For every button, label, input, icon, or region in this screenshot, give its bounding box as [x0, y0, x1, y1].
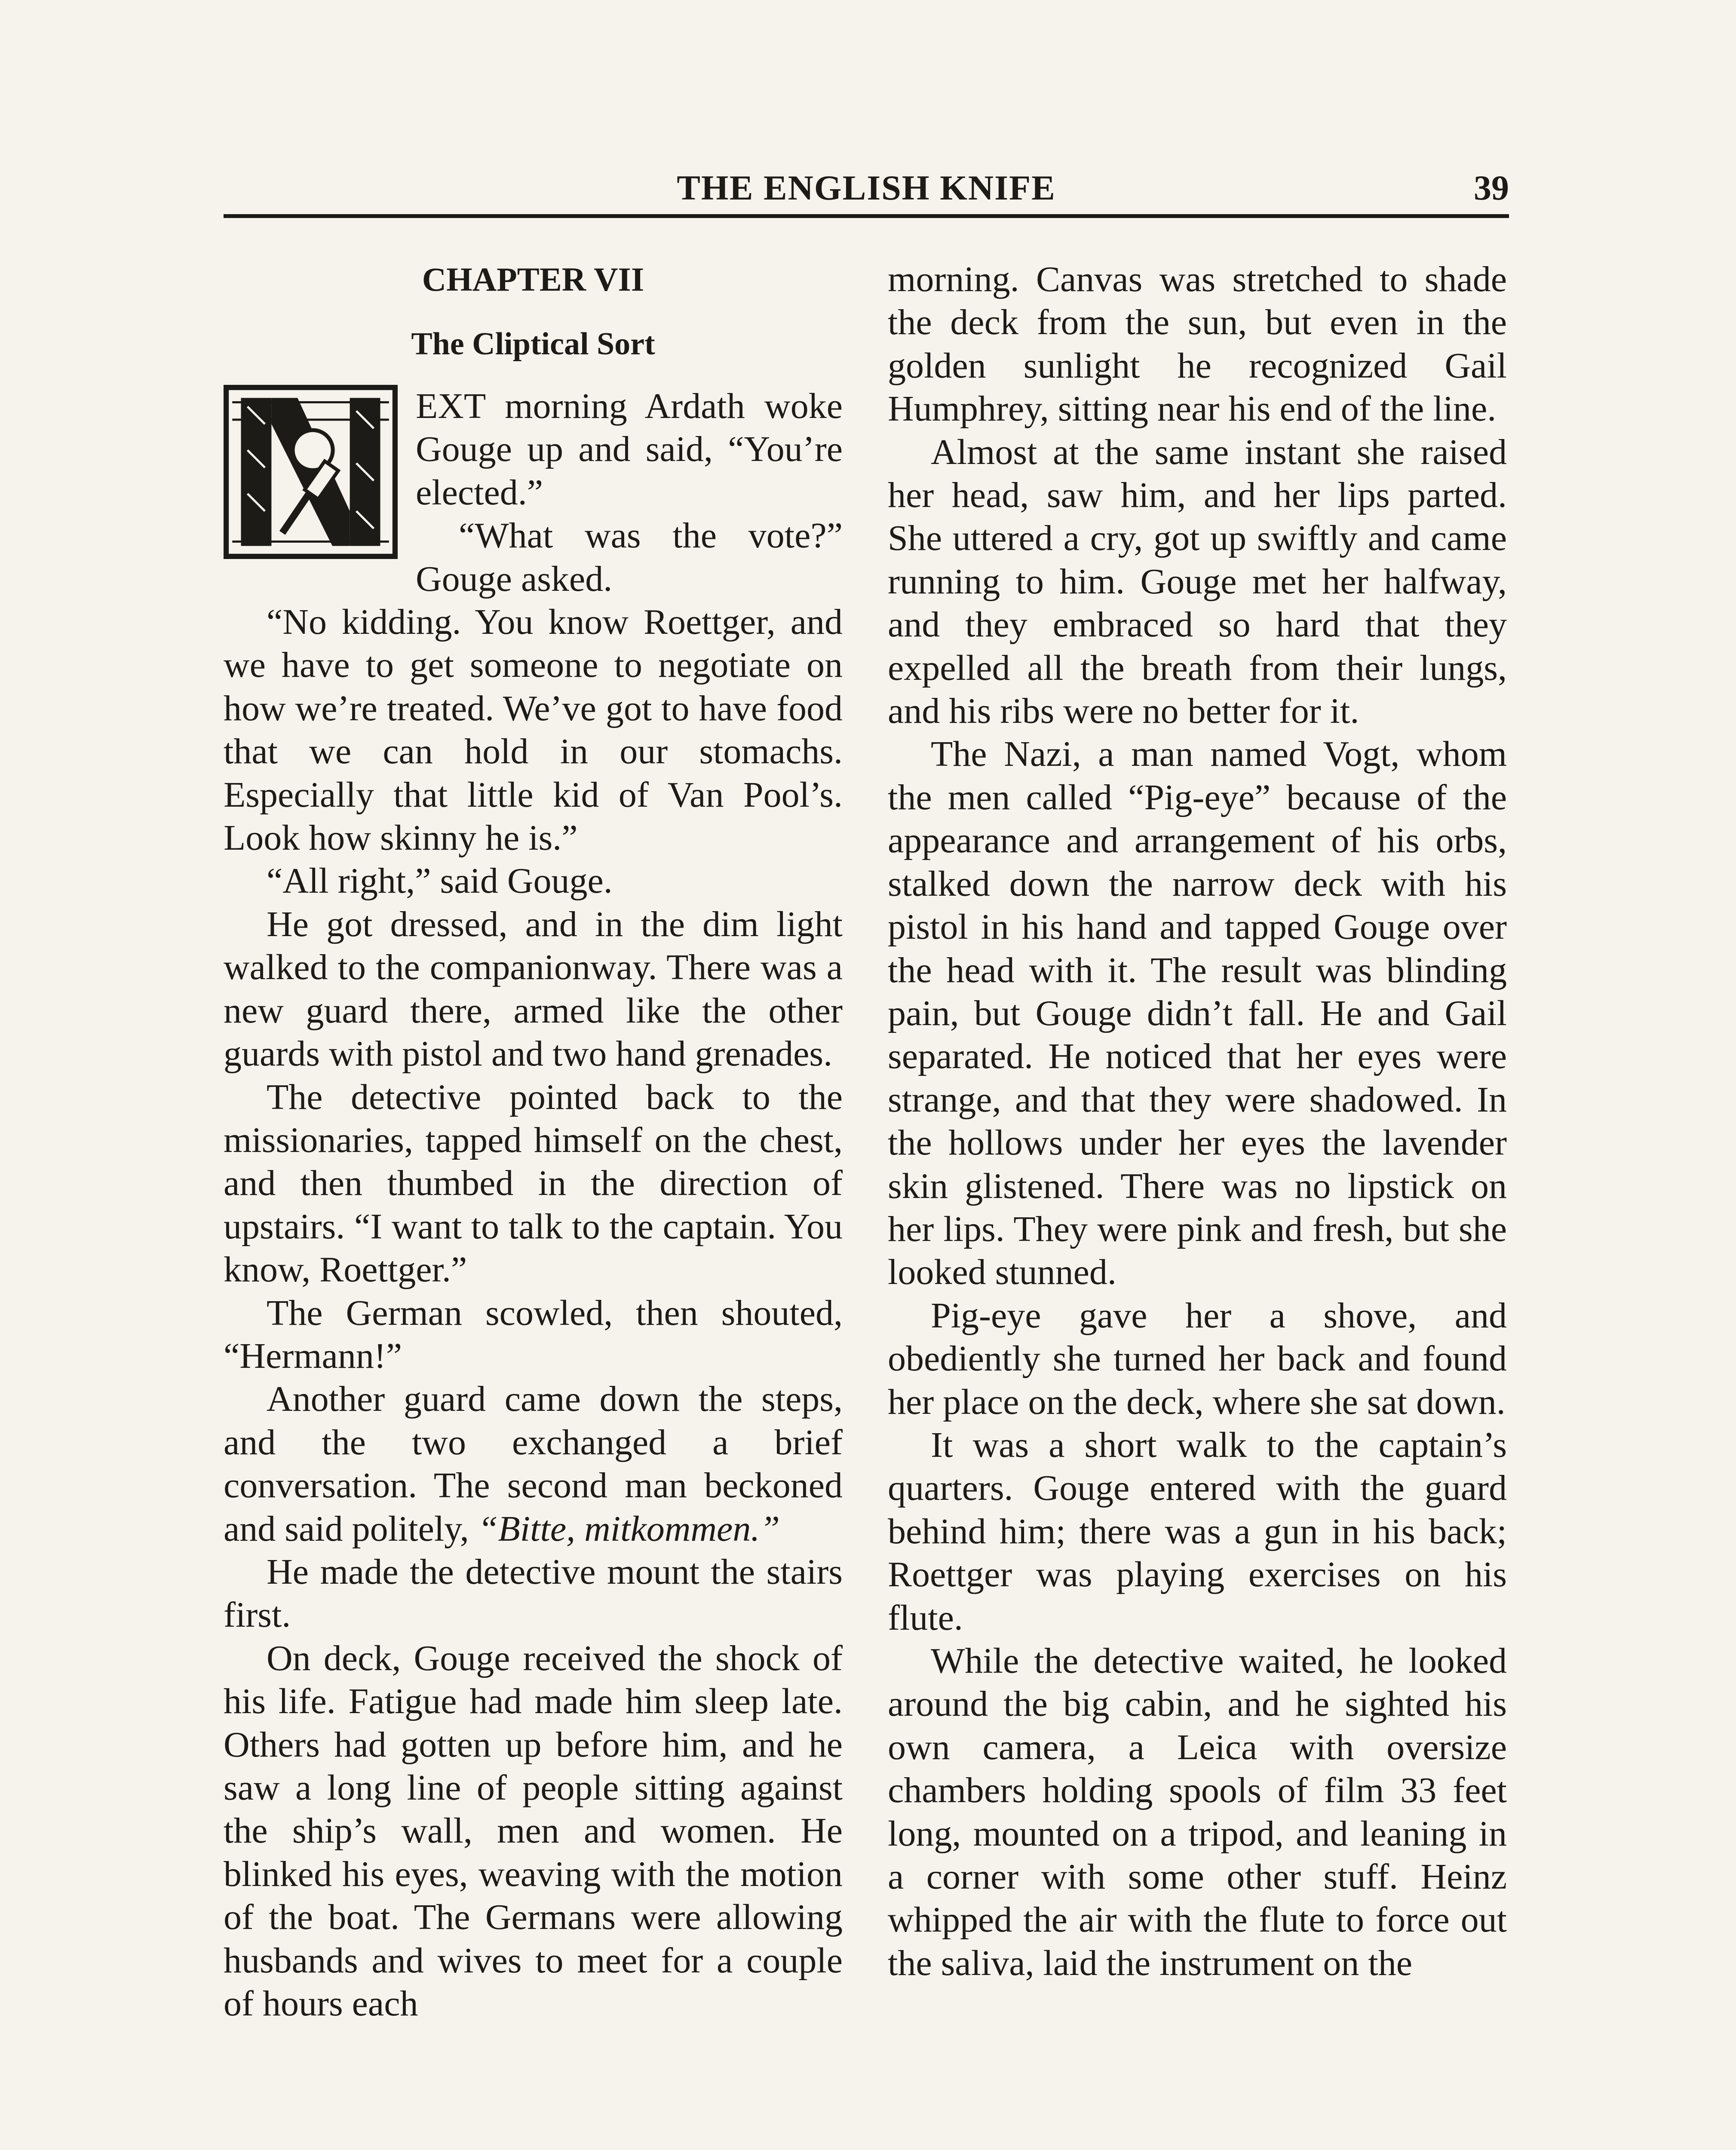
paragraph: morning. Canvas was stretched to shade the deck from the sun, but even in the golden sunlight he recognized Gail Humphrey, sitting near his end of the line. — [888, 259, 1507, 429]
paragraph: The Nazi, a man named Vogt, whom the men called “Pig-eye” because of the appearance and arrangement of his orbs, stalked down the narrow deck with his pistol in his hand and tapped Gouge over the head with it. The result was blinding pain, but Gouge didn’t fall. He and Gail separated. He noticed that her eyes were strange, and that they were shadowed. In the hollows under her eyes the lavender skin glistened. There was no lipstick on her lips. They were pink and fresh, but she looked stunned. — [888, 734, 1507, 1293]
running-header — [224, 163, 1509, 215]
left-column — [224, 258, 843, 2025]
paragraph: It was a short walk to the captain’s quarters. Gouge entered with the guard behind him; there was a gun in his back; Roettger was playing exercises on his flute. — [888, 1425, 1507, 1638]
paragraph: “No kidding. You know Roettger, and we have to get someone to negotiate on how we’re treated. We’ve got to have food that we can hold in our stomachs. Especially that little kid of Van Pool’s. Look how skinny he is.” — [224, 602, 843, 858]
header-rule — [224, 214, 1509, 218]
paragraph — [224, 1378, 843, 1551]
paragraph-text: Another guard came down the steps, and the two exchanged a brief conversation. The second man beckoned and said politely, — [224, 1379, 843, 1549]
chapter-subtitle: The Cliptical Sort — [411, 326, 655, 362]
paragraph: Almost at the same instant she raised her head, saw him, and her lips parted. She uttered a cry, got up swiftly and came running to him. Gouge met her halfway, and they embraced so hard that they expelled all the breath from their lungs, and his ribs were no better for it. — [888, 432, 1507, 731]
german-phrase: “Bitte, mitkommen.” — [478, 1508, 780, 1549]
running-title: THE ENGLISH KNIFE — [677, 168, 1056, 207]
paragraph: Pig-eye gave her a shove, and obediently she turned her back and found her place on the deck, where she sat down. — [888, 1295, 1507, 1422]
paragraph: He made the detective mount the stairs first. — [224, 1551, 843, 1635]
dropcap-n-icon — [224, 385, 398, 559]
paragraph: “All right,” said Gouge. — [267, 861, 613, 901]
paragraph: He got dressed, and in the dim light walked to the companionway. There was a new guard there, armed like the other guards with pistol and two hand grenades. — [224, 904, 843, 1074]
paragraph: On deck, Gouge received the shock of his life. Fatigue had made him sleep late. Others had gotten up before him, and he saw a long line of people sitting against the ship’s wall, men and women. He blinked his eyes, weaving with the motion of the boat. The Germans were allowing husbands and wives to meet for a couple of hours each — [224, 1638, 843, 2024]
paragraph: The German scowled, then shouted, “Hermann!” — [224, 1293, 843, 1376]
paragraph: The detective pointed back to the missionaries, tapped himself on the chest, and then thumbed in the direction of upstairs. “I want to talk to the captain. You know, Roettger.” — [224, 1077, 843, 1290]
right-column — [888, 258, 1507, 1985]
paragraph: While the detective waited, he looked around the big cabin, and he sighted his own camera, a Leica with oversize chambers holding spools of film 33 feet long, mounted on a tripod, and leaning in a corner with some other stuff. Heinz whipped the air with the flute to force out the saliva, laid the instrument on the — [888, 1641, 1507, 1983]
paragraph: EXT morning Ardath woke Gouge up and said, “You’re elected.” — [416, 386, 843, 513]
page-number: 39 — [1474, 168, 1509, 207]
paragraph: “What was the vote?” Gouge asked. — [416, 516, 843, 599]
chapter-heading: CHAPTER VII — [422, 261, 644, 298]
